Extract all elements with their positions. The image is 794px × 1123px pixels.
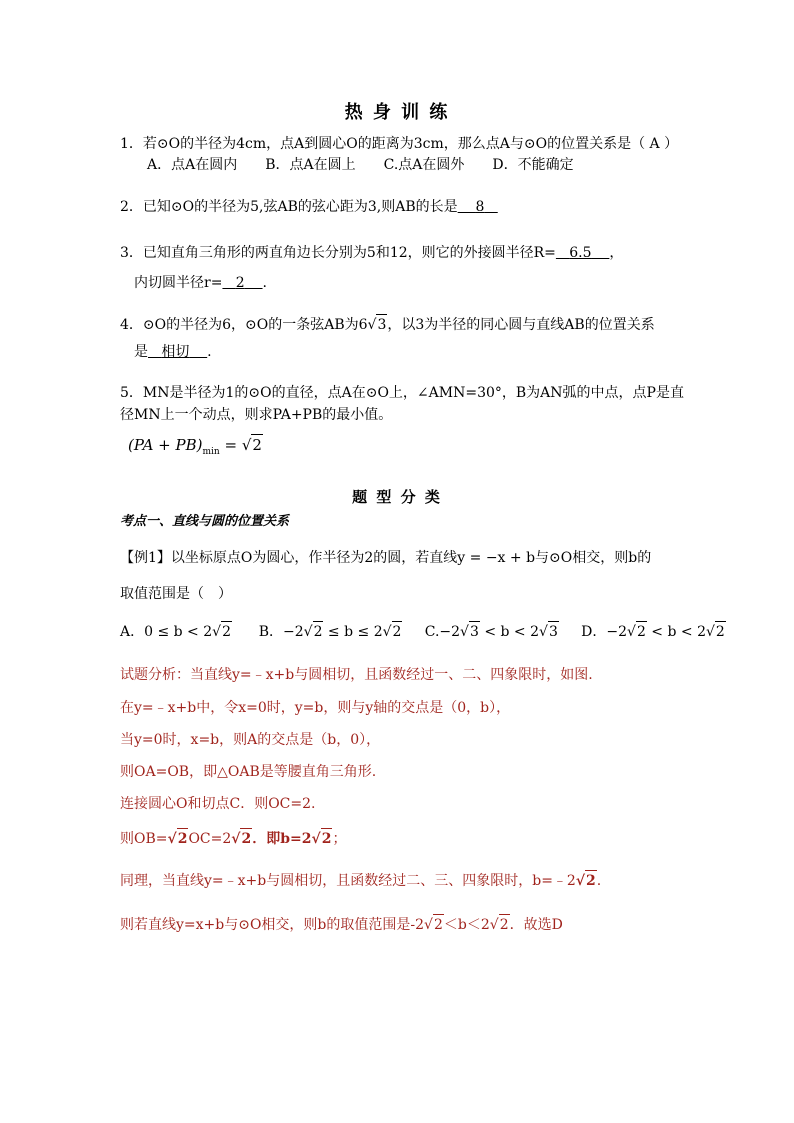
q3-answer1: 6.5 xyxy=(569,245,592,261)
solution-line-1: 试题分析：当直线y=﹣x+b与圆相切，且函数经过一、二、四象限时，如图. xyxy=(120,667,593,683)
q3-line2: 内切圆半径r= 2 . xyxy=(134,275,267,291)
solution-line-3: 当y=0时，x=b，则A的交点是（b，0）， xyxy=(120,732,381,748)
q5-answer: $(PA + PB)_{min} = √2$ xyxy=(128,436,262,457)
q4-sqrt: √3 xyxy=(368,314,388,335)
ex1-option-d: D．−2√2 < b < 2√2 xyxy=(581,624,726,640)
q4-answer: 相切 xyxy=(161,344,190,360)
q2-answer: 8 xyxy=(475,199,485,215)
q2-text xyxy=(120,197,498,217)
ex1-options xyxy=(120,621,726,642)
solution-line-4: 则OA=OB，即△OAB是等腰直角三角形. xyxy=(120,764,377,780)
q3-line1: 3．已知直角三角形的两直角边长分别为5和12，则它的外接圆半径R= 6.5 ， xyxy=(120,245,624,261)
ex1-line2: 取值范围是（ ） xyxy=(120,586,232,602)
ex1-option-c: C.−2√3 < b < 2√3 xyxy=(425,624,559,640)
q3-prefix: 3．已知直角三角形的两直角边长分别为5和12，则它的外接圆半径R= xyxy=(120,245,556,261)
q5-line1: 5．MN是半径为1的⊙O的直径，点A在⊙O上，∠AMN=30°，B为AN弧的中点，点P是直 xyxy=(120,385,684,401)
solution-line-7: 同理，当直线y=﹣x+b与圆相切，且函数经过二、三、四象限时，b=﹣2√2. xyxy=(120,870,601,891)
q4-line2: 是 相切 . xyxy=(134,344,212,360)
types-title: 题 型 分 类 xyxy=(352,488,442,506)
ex1-option-a: A．0 ≤ b < 2√2 xyxy=(120,624,232,640)
q4-line1: 4．⊙O的半径为6，⊙O的一条弦AB为6√3，以3为半径的同心圆与直线AB的位置关系 xyxy=(120,314,655,335)
solution-line-8: 则若直线y=x+b与⊙O相交，则b的取值范围是-2√2＜b＜2√2．故选D xyxy=(120,914,563,935)
q1-options: A．点A在圆内 B．点A在圆上 C.点A在圆外 D．不能确定 xyxy=(147,157,574,173)
solution-line-6: 则OB=√2OC=2√2．即b=2√2； xyxy=(120,828,346,849)
warmup-title: 热 身 训 练 xyxy=(344,102,450,123)
solution-line-2: 在y=﹣x+b中，令x=0时，y=b，则与y轴的交点是（0，b）， xyxy=(120,700,511,716)
solution-line-5: 连接圆心O和切点C．则OC=2. xyxy=(120,796,316,812)
q2-prefix: 2．已知⊙O的半径为5,弦AB的弦心距为3,则AB的长是 xyxy=(120,199,458,215)
q3-line2-prefix: 内切圆半径r= xyxy=(134,275,223,291)
q1-text: 1．若⊙O的半径为4cm，点A到圆心O的距离为3cm，那么点A与⊙O的位置关系是（ A ） xyxy=(120,136,679,152)
section-title: 考点一、直线与圆的位置关系 xyxy=(120,514,290,529)
ex1-line1: 【例1】以坐标原点O为圆心，作半径为2的圆，若直线y = −x + b与⊙O相交，则b的 xyxy=(120,550,652,566)
q5-line2: 径MN上一个动点，则求PA+PB的最小值。 xyxy=(120,407,393,423)
q3-answer2: 2 xyxy=(235,275,245,291)
ex1-option-b: B．−2√2 ≤ b ≤ 2√2 xyxy=(259,624,403,640)
